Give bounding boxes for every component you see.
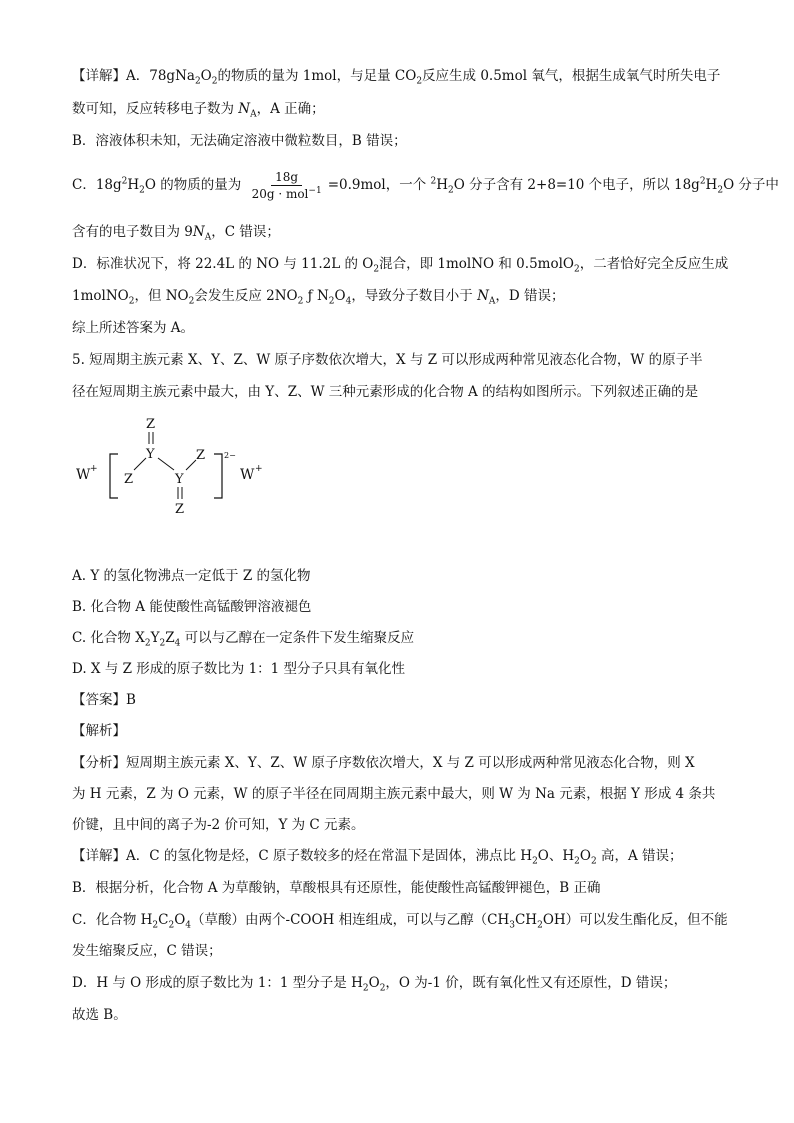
text-span: C — [158, 912, 169, 928]
subscript: 2 — [573, 264, 580, 275]
answer-tag: 【答案】 — [72, 692, 126, 708]
subscript: 2 — [144, 638, 151, 649]
subscript: 2 — [416, 76, 423, 87]
text-span: B．溶液体积未知，无法确定溶液中微粒数目，B 错误； — [72, 133, 407, 149]
text-span: O — [368, 975, 380, 991]
text-span: O 的物质的量为 — [144, 177, 242, 193]
detail-line — [72, 973, 676, 993]
subscript: A — [204, 232, 212, 243]
text-span: A．78gNa — [126, 68, 195, 84]
text-line — [72, 222, 280, 242]
text-span: 混合，即 1molNO 和 0.5molO — [379, 256, 574, 272]
text-line — [72, 131, 407, 151]
analysis-sub-tag: 【分析】 — [72, 755, 126, 771]
text-span: 的物质的量为 1mol，与足量 CO — [217, 68, 417, 84]
atom-z-right: Z — [196, 448, 206, 463]
subscript: 4 — [345, 296, 352, 307]
text-span: ，但 NO — [134, 288, 189, 304]
text-span: C．18g — [72, 177, 122, 193]
structure-svg — [72, 410, 292, 520]
w-left: W — [76, 467, 91, 483]
answer-value: B — [126, 692, 136, 708]
subscript: 2 — [139, 185, 145, 196]
subscript: 2 — [159, 638, 166, 649]
text-span: D. X 与 Z 形成的原子数比为 1：1 型分子只具有氧化性 — [72, 661, 406, 677]
text-span: 为 H 元素，Z 为 O 元素，W 的原子半径在同周期主族元素中最大，则 W 为 Na 元素，根据 Y 形成 4 条共 — [72, 786, 716, 802]
subscript: 2 — [152, 920, 159, 931]
w-left-charge: + — [90, 464, 98, 474]
text-span: 短周期主族元素 X、Y、Z、W 原子序数依次增大，X 与 Z 可以形成两种常见液态化合物，则 X — [126, 755, 695, 771]
text-span: 数可知，反应转移电子数为 — [72, 101, 239, 117]
text-span: 高，A 错误； — [596, 848, 683, 864]
answer-line — [72, 690, 136, 710]
subscript: 2 — [297, 296, 304, 307]
analysis-line — [72, 784, 715, 804]
text-line — [72, 286, 565, 306]
option-a — [72, 566, 311, 586]
right-bracket — [214, 454, 222, 498]
bond-y-z-left — [134, 458, 146, 470]
text-line — [72, 99, 325, 119]
subscript: 2 — [590, 856, 597, 867]
ion-charge: 2− — [224, 451, 236, 460]
bond-y-z-right — [186, 460, 196, 470]
subscript: A — [488, 296, 496, 307]
text-span: A. Y 的氢化物沸点一定低于 Z 的氢化物 — [72, 568, 311, 584]
subscript: 2 — [537, 920, 543, 931]
subscript: 2 — [211, 76, 218, 87]
detail-tag: 【详解】 — [72, 848, 126, 864]
text-span: ，D 错误； — [495, 288, 565, 304]
text-span: B．根据分析，化合物 A 为草酸钠，草酸根具有还原性，能使酸性高锰酸钾褪色，B 正确 — [72, 880, 601, 896]
atom-z-top: Z — [146, 417, 156, 432]
text-span: O 分子含有 2+8=10 个电子，所以 18g — [453, 177, 700, 193]
subscript: 2 — [328, 296, 335, 307]
avogadro-symbol: N — [192, 224, 205, 240]
text-span: 反应生成 0.5mol 氧气，根据生成氧气时所失电子 — [422, 68, 721, 84]
text-span: 含有的电子数目为 9 — [72, 224, 193, 240]
question-stem — [72, 382, 698, 402]
text-span: OH）可以发生酯化反，但不能 — [542, 912, 728, 928]
atom-z-bottom: Z — [175, 502, 185, 517]
detail-line — [72, 941, 222, 961]
text-span: C．化合物 H — [72, 912, 153, 928]
text-span: 径在短周期主族元素中最大，由 Y、Z、W 三种元素形成的化合物 A 的结构如图所示。下列叙述正确的是 — [72, 384, 699, 400]
superscript: −1 — [308, 186, 322, 196]
subscript: 2 — [128, 296, 135, 307]
analysis-heading — [72, 721, 126, 741]
structure-diagram — [72, 410, 292, 520]
text-span: Z — [165, 630, 175, 646]
text-span: 20g · mol — [251, 187, 309, 201]
text-span: O — [174, 912, 186, 928]
subscript: 2 — [373, 264, 380, 275]
subscript: 2 — [379, 983, 386, 994]
subscript: 4 — [185, 920, 192, 931]
text-span: O 分子中 — [723, 177, 779, 193]
fraction-denominator — [248, 186, 326, 201]
text-line — [72, 66, 720, 86]
detail-line — [72, 910, 728, 930]
text-span: =0.9mol，一个 — [327, 177, 431, 193]
text-span: H — [436, 177, 449, 193]
subscript: 2 — [194, 76, 201, 87]
superscript: 2 — [699, 176, 706, 187]
text-span: O — [579, 848, 591, 864]
text-span: H — [705, 177, 718, 193]
text-span: 价键，且中间的离子为-2 价可知，Y 为 C 元素。 — [72, 817, 365, 833]
text-span: 5. 短周期主族元素 X、Y、Z、W 原子序数依次增大，X 与 Z 可以形成两种常见液态化合物，W 的原子半 — [72, 352, 703, 368]
avogadro-symbol: N — [238, 101, 251, 117]
analysis-line — [72, 815, 365, 835]
atom-y-right: Y — [175, 472, 184, 487]
text-span: ，A 正确； — [256, 101, 325, 117]
subscript: 2 — [168, 920, 175, 931]
fraction — [248, 170, 326, 201]
text-span: Y — [150, 630, 160, 646]
analysis-line — [72, 753, 695, 773]
text-span: 会发生反应 2NO — [194, 288, 298, 304]
option-c — [72, 628, 414, 648]
w-right: W — [240, 467, 255, 483]
final-answer-text: 故选 B。 — [72, 1007, 127, 1023]
option-d — [72, 659, 405, 679]
text-span: 可以与乙醇在一定条件下发生缩聚反应 — [180, 630, 415, 646]
detail-line — [72, 878, 600, 898]
detail-line — [72, 846, 683, 866]
text-span: （草酸）由两个-COOH 相连组成，可以与乙醇（CH — [191, 912, 510, 928]
text-span: C. 化合物 X — [72, 630, 145, 646]
text-span: H — [127, 177, 140, 193]
text-span: 发生缩聚反应，C 错误； — [72, 943, 222, 959]
text-span: ƒ N — [303, 288, 329, 304]
text-span: ，二者恰好完全反应生成 — [579, 256, 729, 272]
text-span: O、H — [537, 848, 575, 864]
fraction-numerator: 18g — [271, 170, 302, 186]
text-span: D．H 与 O 形成的原子数比为 1：1 型分子是 H — [72, 975, 363, 991]
subscript: A — [250, 109, 257, 120]
text-line — [72, 318, 194, 338]
text-span: O — [334, 288, 346, 304]
text-span: D．标准状况下，将 22.4L 的 NO 与 11.2L 的 O — [72, 256, 374, 272]
superscript: 2 — [121, 176, 128, 187]
text-span: B. 化合物 A 能使酸性高锰酸钾溶液褪色 — [72, 599, 312, 615]
detail-tag: 【详解】 — [72, 68, 126, 84]
text-span: O — [200, 68, 212, 84]
superscript: 2 — [430, 176, 437, 187]
atom-z-left: Z — [124, 472, 134, 487]
subscript: 3 — [509, 920, 515, 931]
subscript: 2 — [717, 185, 724, 196]
text-span: ，C 错误； — [211, 224, 280, 240]
subscript: 2 — [362, 983, 369, 994]
text-line — [72, 254, 728, 274]
analysis-tag: 【解析】 — [72, 723, 126, 739]
subscript: 2 — [574, 856, 580, 867]
subscript: 2 — [532, 856, 538, 867]
text-span: CH — [514, 912, 538, 928]
text-line — [72, 170, 779, 201]
question-stem — [72, 350, 703, 370]
subscript: 2 — [188, 296, 195, 307]
text-span: ，导致分子数目小于 — [351, 288, 478, 304]
bond-y-y — [158, 458, 174, 470]
text-span: ，O 为-1 价，既有氧化性又有还原性，D 错误； — [385, 975, 677, 991]
final-line — [72, 1005, 127, 1025]
avogadro-symbol: N — [477, 288, 489, 304]
text-span: 1molNO — [72, 288, 129, 304]
left-bracket — [110, 454, 118, 498]
summary-text: 综上所述答案为 A。 — [72, 320, 195, 336]
atom-y-left: Y — [146, 447, 155, 462]
subscript: 2 — [448, 185, 454, 196]
w-right-charge: + — [255, 464, 263, 474]
text-span: A．C 的氢化物是烃，C 原子数较多的烃在常温下是固体，沸点比 H — [126, 848, 533, 864]
option-b — [72, 597, 311, 617]
subscript: 4 — [174, 638, 181, 649]
